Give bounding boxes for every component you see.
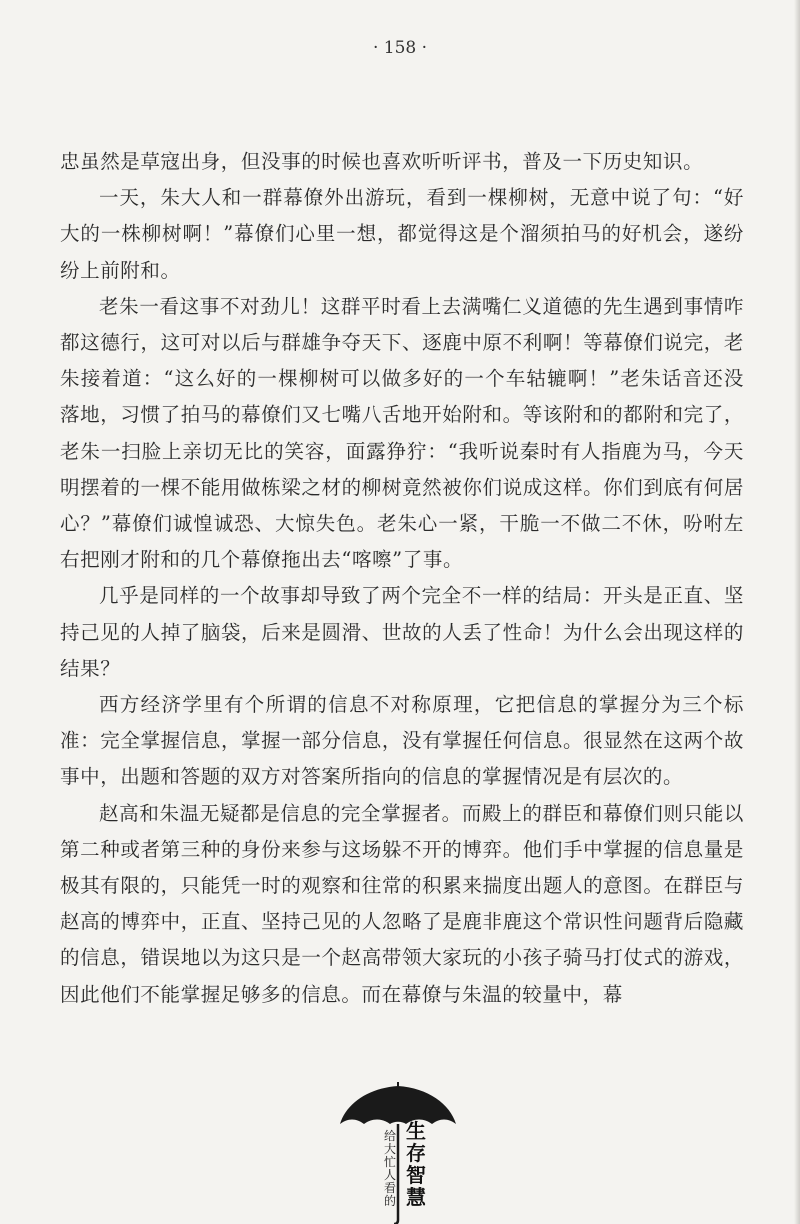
logo-title: 生 存 智 慧 [406,1119,426,1209]
page-edge-shadow [794,0,800,1224]
paragraph: 几乎是同样的一个故事却导致了两个完全不一样的结局：开头是正直、坚持己见的人掉了脑袋，后来是圆滑、世故的人丢了性命！为什么会出现这样的结果？ [60,584,744,680]
paragraph: 一天，朱大人和一群幕僚外出游玩，看到一棵柳树，无意中说了句：“好大的一株柳树啊！”幕僚们心里一想，都觉得这是个溜须拍马的好机会，遂纷纷上前附和。 [60,186,744,282]
paragraph: 老朱一看这事不对劲儿！这群平时看上去满嘴仁义道德的先生遇到事情咋都这德行，这可对以后与群雄争夺天下、逐鹿中原不利啊！等幕僚们说完，老朱接着道：“这么好的一棵柳树可以做多好的一个车轱辘啊！”老朱话音还没落地，习惯了拍马的幕僚们又七嘴八舌地开始附和。等该附和的都附和完了，老朱一扫脸上亲切无比的笑容，面露狰狞：“我听说秦时有人指鹿为马，今天明摆着的一棵不能用做栋梁之材的柳树竟然被你们说成这样。你们到底有何居心？”幕僚们诚惶诚恐、大惊失色。老朱心一紧，干脆一不做二不休，吩咐左右把刚才附和的几个幕僚拖出去“喀嚓”了事。 [60,294,744,572]
body-text [60,144,744,1013]
book-logo [338,1080,458,1224]
paragraph: 赵高和朱温无疑都是信息的完全掌握者。而殿上的群臣和幕僚们则只能以第二种或者第三种的身份来参与这场躲不开的博弈。他们手中掌握的信息量是极其有限的，只能凭一时的观察和往常的积累来揣度出题人的意图。在群臣与赵高的博弈中，正直、坚持己见的人忽略了是鹿非鹿这个常识性问题背后隐藏的信息，错误地以为这只是一个赵高带领大家玩的小孩子骑马打仗式的游戏，因此他们不能掌握足够多的信息。而在幕僚与朱温的较量中，幕 [60,801,744,1006]
logo-subtitle: 给 大 忙 人 看 的 [383,1129,396,1208]
paragraph: 西方经济学里有个所谓的信息不对称原理，它把信息的掌握分为三个标准：完全掌握信息，掌握一部分信息，没有掌握任何信息。很显然在这两个故事中，出题和答题的双方对答案所指向的信息的掌握情况是有层次的。 [60,693,744,789]
page-number: · 158 · [372,38,428,58]
paragraph: 忠虽然是草寇出身，但没事的时候也喜欢听听评书，普及一下历史知识。 [60,150,704,173]
umbrella-icon [338,1080,458,1224]
